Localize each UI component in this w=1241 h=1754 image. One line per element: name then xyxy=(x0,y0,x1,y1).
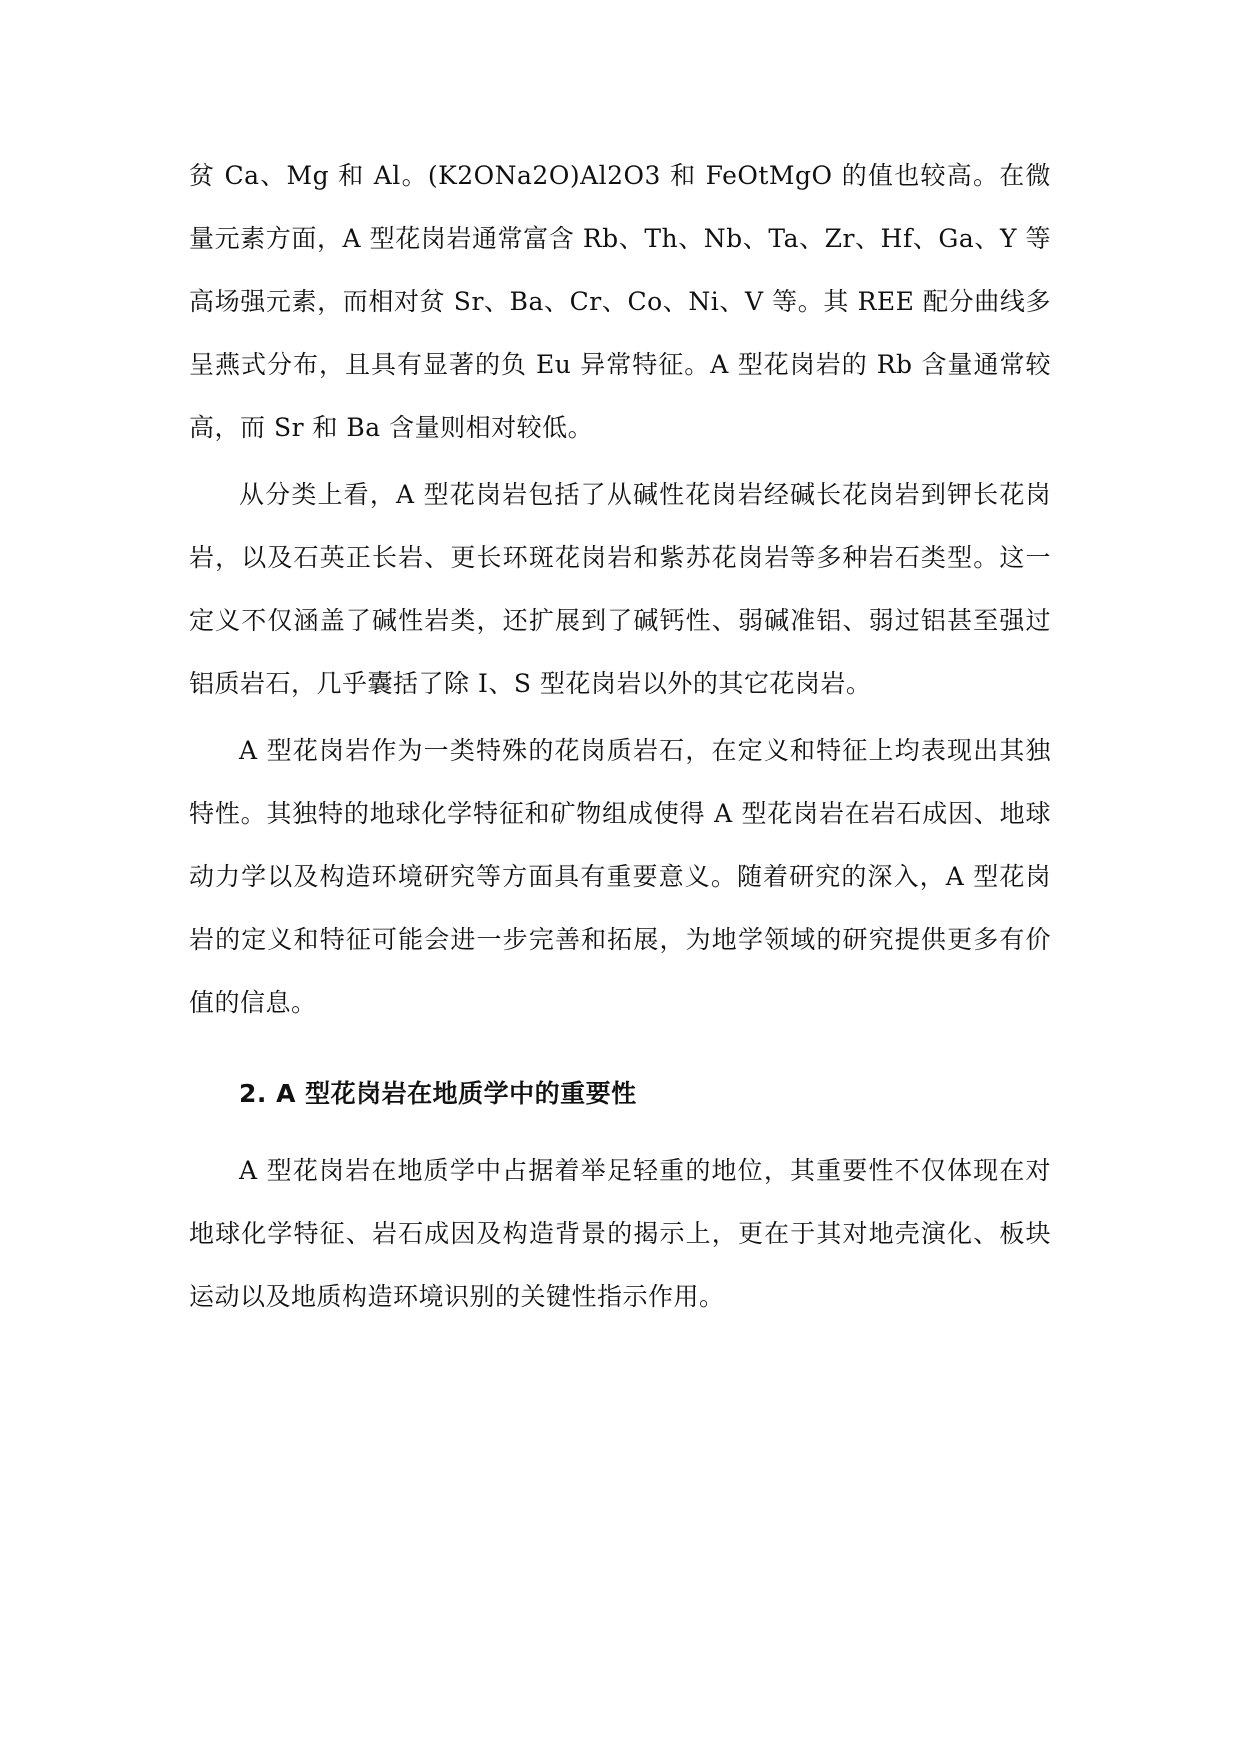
paragraph-importance: A 型花岗岩在地质学中占据着举足轻重的地位，其重要性不仅体现在对地球化学特征、岩石成因及构造背景的揭示上，更在于其对地壳演化、板块运动以及地质构造环境识别的关键性指示作用。 xyxy=(189,1156,1051,1311)
paragraph-summary: A 型花岗岩作为一类特殊的花岗质岩石，在定义和特征上均表现出其独特性。其独特的地球化学特征和矿物组成使得 A 型花岗岩在岩石成因、地球动力学以及构造环境研究等方面具有重要意义。随着研究的深入，A 型花岗岩的定义和特征可能会进一步完善和拓展，为地学领域的研究提供更多有价值的信息。 xyxy=(189,736,1051,1017)
paragraph-continued: 贫 Ca、Mg 和 Al。(K2ONa2O)Al2O3 和 FeOtMgO 的值也较高。在微量元素方面，A 型花岗岩通常富含 Rb、Th、Nb、Ta、Zr、Hf、Ga、Y 等高场强元素，而相对贫 Sr、Ba、Cr、Co、Ni、V 等。其 REE 配分曲线多呈燕式分布，且具有显著的负 Eu 异常特征。A 型花岗岩的 Rb 含量通常较高，而 Sr 和 Ba 含量则相对较低。 xyxy=(189,161,1051,442)
section-heading: 2. A 型花岗岩在地质学中的重要性 xyxy=(239,1079,637,1108)
document-body xyxy=(189,144,1051,1332)
paragraph-classification: 从分类上看，A 型花岗岩包括了从碱性花岗岩经碱长花岗岩到钾长花岗岩，以及石英正长岩、更长环斑花岗岩和紫苏花岗岩等多种岩石类型。这一定义不仅涵盖了碱性岩类，还扩展到了碱钙性、弱碱准铝、弱过铝甚至强过铝质岩石，几乎囊括了除 I、S 型花岗岩以外的其它花岗岩。 xyxy=(189,480,1051,698)
